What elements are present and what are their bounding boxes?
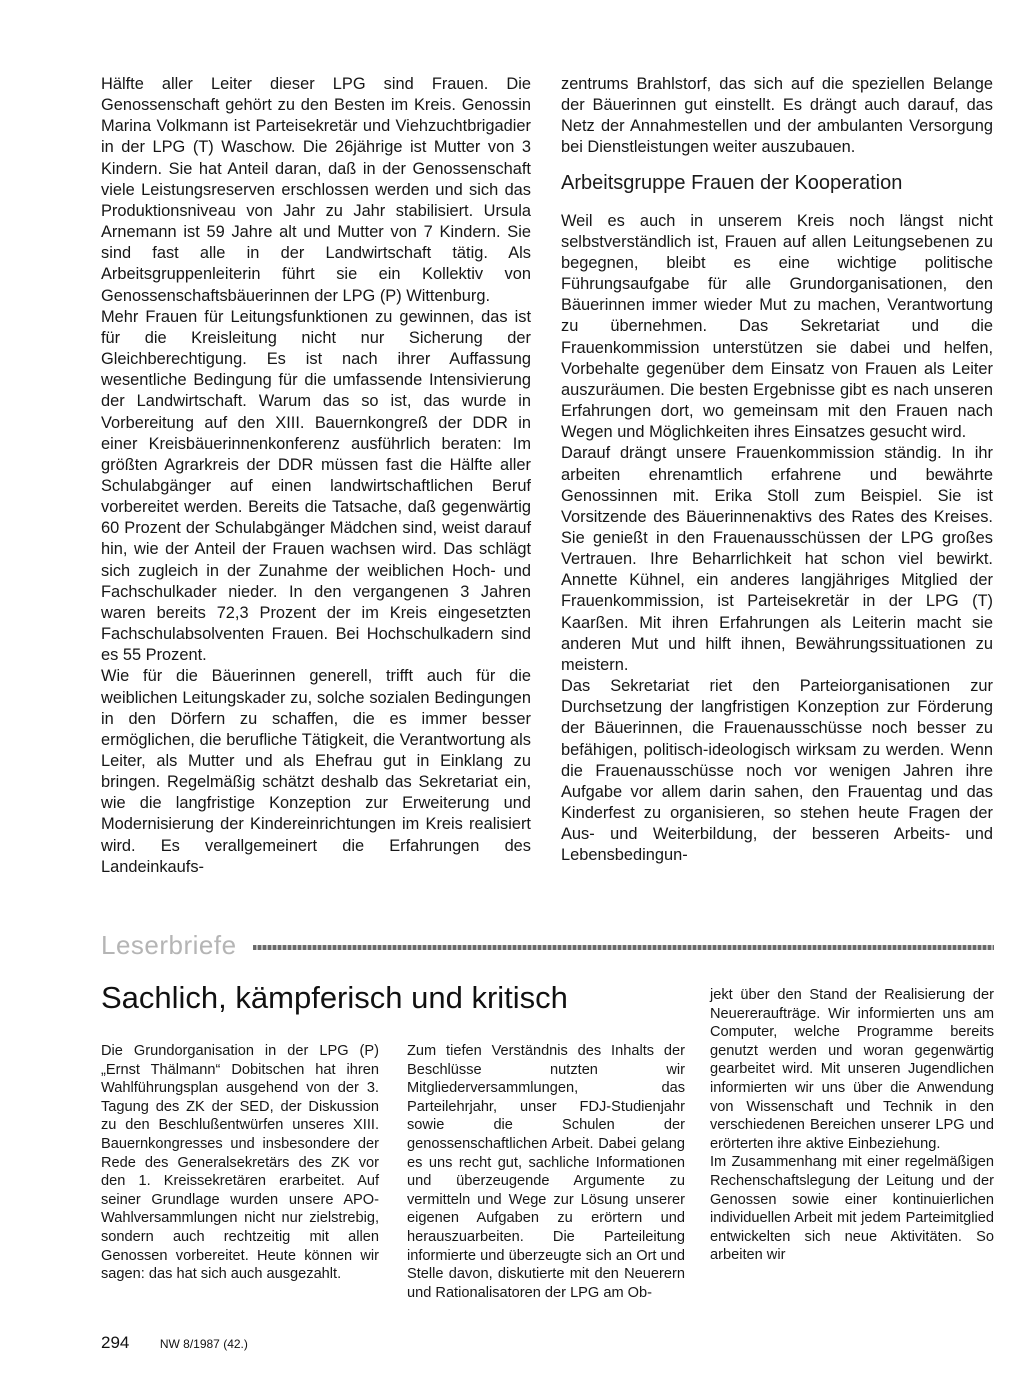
letter-headline: Sachlich, kämpferisch und kritisch <box>101 980 568 1015</box>
article-paragraph: Darauf drängt unsere Frauenkommission ständig. In ihr arbeiten ehrenamtlich erfahrene und bewährte Genossinnen mit. Erika Stoll zum Beispiel. Sie ist Vorsitzende des Bäuerinnenaktivs des Rates des Kreises. Sie genießt in den Frauenausschüssen der LPG großes Vertrauen. Ihre Beharrlichkeit hat schon viel bewirkt. Annette Kühnel, ein anderes langjähriges Mitglied der Frauenkommission, ist Parteisekretär in der LPG (T) Kaarßen. Mit ihren Erfahrungen als Leiterin macht sie anderen Mut und hilft ihnen, Bewährungssituationen zu meistern. <box>561 444 993 674</box>
article-column-right <box>561 74 993 866</box>
section-subheading: Arbeitsgruppe Frauen der Kooperation <box>561 171 903 194</box>
article-column-left <box>101 74 531 878</box>
rubric-divider <box>253 945 994 950</box>
article-paragraph: Das Sekretariat riet den Parteiorganisationen zur Durchsetzung der langfristigen Konzeption zur Förderung der Bäuerinnen, die Frauenausschüsse noch besser zu befähigen, politisch-ideologisch wirksam zu werden. Wenn die Frauenausschüsse noch vor wenigen Jahren ihre Aufgabe vor allem darin sahen, den Frauentag und das Kinderfest zu organisieren, so stehen heute Fragen der Aus- und Weiterbildung, der besseren Arbeits- und Lebensbedingun- <box>561 677 993 865</box>
source-reference: NW 8/1987 (42.) <box>159 1337 248 1351</box>
letter-column-3 <box>710 986 994 1265</box>
letter-paragraph: Im Zusammenhang mit einer regelmäßigen Rechenschaftslegung der Leitung und der Genossen sowie einer kontinuierlichen individuellen Arbeit mit jedem Parteimitglied entwickelten sich neue Aktivitäten. So arbeiten wir <box>710 1154 994 1264</box>
letter-paragraph: Zum tiefen Verständnis des Inhalts der Beschlüsse nutzten wir Mitgliederversammlungen, das Parteilehrjahr, unser FDJ-Studienjahr sowie die Schulen der genossenschaftlichen Arbeit. Dabei gelang es uns recht gut, sachliche Informationen und überzeugende Argumente zu vermitteln und Wege zur Lösung unserer eigenen Aufgaben zu erörtern und herauszuarbeiten. Die Parteileitung informierte und überzeugte sich an Ort und Stelle davon, diskutierte mit den Neuerern und Rationalisatoren der LPG am Ob- <box>407 1043 685 1301</box>
article-paragraph: Mehr Frauen für Leitungsfunktionen zu gewinnen, das ist für die Kreisleitung nicht nur Sicherung der Gleichberechtigung. Es ist nach ihrer Auffassung wesentliche Bedingung für die umfassende Intensivierung der Landwirtschaft. Warum das so ist, das wurde in Vorbereitung auf den XIII. Bauernkongreß der DDR in einer Kreisbäuerinnenkonferenz ausführlich beraten: Im größten Agrarkreis der DDR müssen fast die Hälfte aller Schulabgänger auf einen landwirtschaftlichen Beruf vorbereitet werden. Bereits die Tatsache, daß gegenwärtig 60 Prozent der Schulabgänger Mädchen sind, weist darauf hin, wie der Anteil der Frauen wachsen wird. Das schlägt sich zugleich in der Zunahme der weiblichen Hoch- und Fachschulkader nieder. In den vergangenen 3 Jahren waren bereits 72,3 Prozent der im Kreis eingesetzten Fachschulabsolventen Frauen. Bei Hochschulkadern sind es 55 Prozent. <box>101 307 531 665</box>
letter-paragraph: jekt über den Stand der Realisierung der Neuereraufträge. Wir informierten uns am Computer, welche Programme bereits genutzt werden und woran gegenwärtig gearbeitet wird. Mit unseren Jugendlichen informierten wir uns über die Anwendung von Wissenschaft und Technik in den verschiedenen Bereichen unserer LPG und erörterten ihre aktive Einbeziehung. <box>710 987 994 1152</box>
rubric-banner <box>101 930 994 960</box>
rubric-label: Leserbriefe <box>101 930 237 960</box>
article-paragraph: Hälfte aller Leiter dieser LPG sind Frauen. Die Genossenschaft gehört zu den Besten im Kreis. Genossin Marina Volkmann ist Parteisekretär und Viehzuchtbrigadier in der LPG (T) Waschow. Die 26jährige ist Mutter von 3 Kindern. Sie hat Anteil daran, daß in der Genossenschaft viele Leistungsreserven erschlossen werden und sich das Produktionsniveau von Jahr zu Jahr stabilisiert. Ursula Arnemann ist 59 Jahre alt und Mutter von 7 Kindern. Sie sind fast alle in der Landwirtschaft tätig. Als Arbeitsgruppenleiterin führt sie ein Kollektiv von Genossenschaftsbäuerinnen der LPG (P) Wittenburg. <box>101 75 531 305</box>
article-paragraph: zentrums Brahlstorf, das sich auf die speziellen Belange der Bäuerinnen gut einstellt. Es drängt auch darauf, das Netz der Annahmestellen und der ambulanten Versorgung bei Dienstleistungen weiter auszubauen. <box>561 75 993 157</box>
article-paragraph: Weil es auch in unserem Kreis noch längst nicht selbstverständlich ist, Frauen auf allen Leitungsebenen zu begegnen, bleibt es eine wichtige politische Führungsaufgabe für alle Grundorganisationen, den Bäuerinnen immer wieder Mut zu machen, Verantwortung zu übernehmen. Das Sekretariat und die Frauenkommission unterstützen sie dabei und helfen, Vorbehalte gegenüber dem Einsatz von Frauen als Leiter auszuräumen. Die besten Ergebnisse gibt es nach unseren Erfahrungen dort, wo gemeinsam mit den Frauen nach Wegen und Möglichkeiten ihres Einsatzes gesucht wird. <box>561 211 993 442</box>
letter-paragraph: Die Grundorganisation in der LPG (P) „Ernst Thälmann“ Dobitschen hat ihren Wahlführungsplan ausgehend von der 3. Tagung des ZK der SED, der Diskussion zu den Beschlußentwürfen unseres XIII. Bauernkongresses und insbesondere der Rede des Generalsekretärs des ZK vor den 1. Kreissekretären erarbeitet. Auf seiner Grundlage wurden unsere APO-Wahlversammlungen nicht nur zielstrebig, sondern auch rechtzeitig mit allen Genossen vorbereitet. Heute können wir sagen: das hat sich auch ausgezahlt. <box>101 1043 379 1283</box>
letter-column-2 <box>407 1042 685 1302</box>
letter-column-1 <box>101 1042 379 1284</box>
page-footer <box>101 1333 248 1354</box>
article-paragraph: Wie für die Bäuerinnen generell, trifft auch für die weiblichen Leitungskader zu, solche sozialen Bedingungen in den Dörfern zu schaffen, die es immer besser ermöglichen, die berufliche Tätigkeit, die Verantwortung als Leiter, als Mutter und als Ehefrau gut in Einklang zu bringen. Regelmäßig schätzt deshalb das Sekretariat ein, wie die langfristige Konzeption zur Erweiterung und Modernisierung der Kindereinrichtungen im Kreis realisiert wird. Es verallgemeinert die Erfahrungen des Landeinkaufs- <box>101 667 531 876</box>
page-number: 294 <box>101 1333 130 1352</box>
